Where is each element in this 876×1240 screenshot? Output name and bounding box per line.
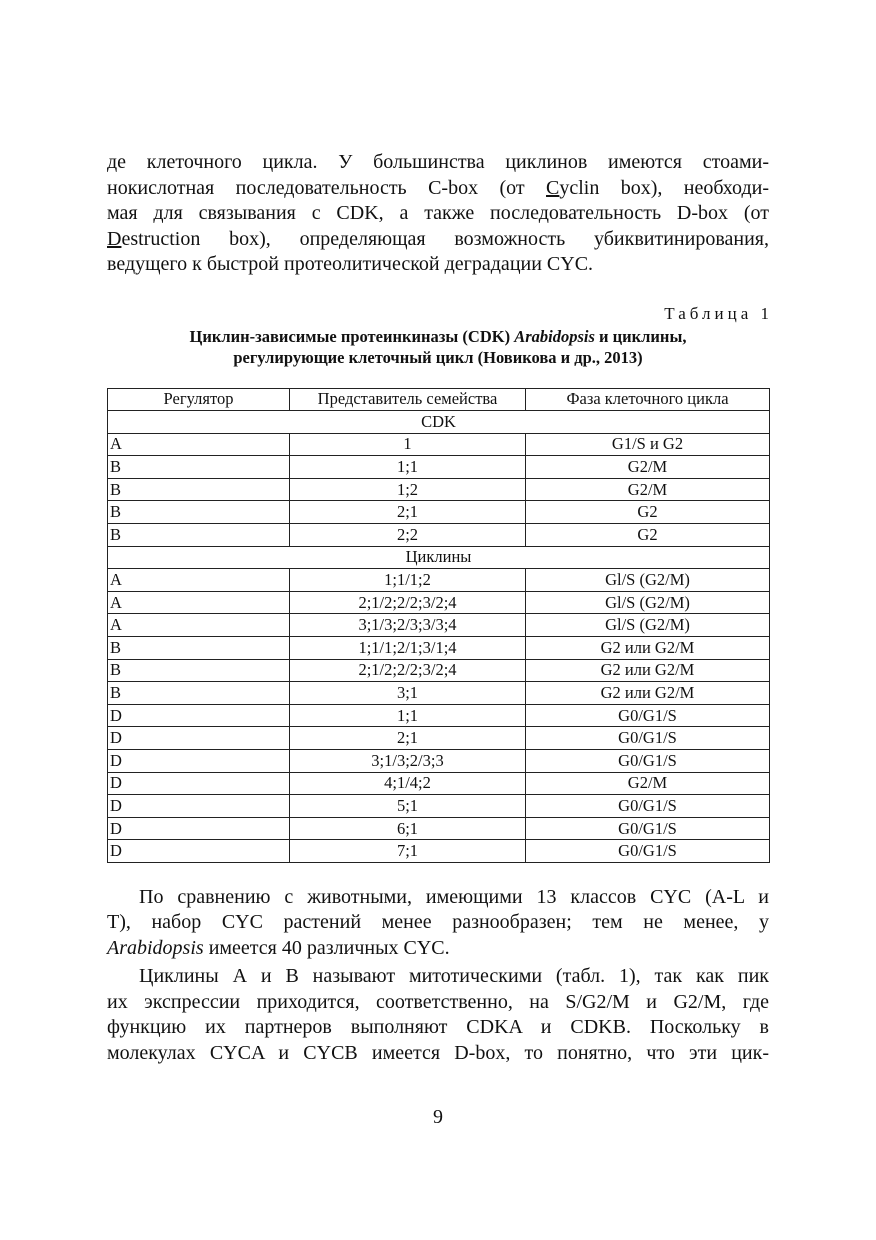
regulator-cell: D [108,704,290,727]
regulator-cell: D [108,817,290,840]
underlined-letter: D [107,227,122,250]
table-row [108,772,770,795]
table-row [108,704,770,727]
phase-cell: G0/G1/S [526,840,770,863]
regulator-cell: A [108,614,290,637]
text-line: По сравнению с животными, имеющими 13 классов CYC (A-L и [139,885,769,908]
text-line: нокислотная последовательность C-box (от Cyclin box), необходи- [107,176,769,199]
phase-cell: G2 [526,501,770,524]
phase-cell: G0/G1/S [526,727,770,750]
phase-cell: G0/G1/S [526,817,770,840]
text-line: Arabidopsis имеется 40 различных CYC. [107,936,450,959]
regulator-cell: D [108,727,290,750]
table-label: Таблица 1 [664,303,773,323]
table-row [108,659,770,682]
representative-cell: 2;1 [290,501,526,524]
table-row [108,614,770,637]
page-number: 9 [433,1106,443,1128]
table-section-row [108,546,770,569]
text-line: Destruction box), определяющая возможность убиквитинирования, [107,227,769,250]
representative-cell: 4;1/4;2 [290,772,526,795]
regulator-cell: B [108,682,290,705]
text-line: ведущего к быстрой протеолитической деградации CYC. [107,253,594,275]
regulator-cell: B [108,501,290,524]
regulator-cell: B [108,456,290,479]
representative-cell: 1;1 [290,704,526,727]
table-row [108,591,770,614]
text-line: мая для связывания с CDK, а также последовательность D-box (от [107,202,769,224]
representative-cell: 3;1/3;2/3;3 [290,750,526,773]
phase-cell: Gl/S (G2/M) [526,614,770,637]
table-row [108,682,770,705]
regulator-cell: A [108,591,290,614]
text-line: функцию их партнеров выполняют CDKA и CDKB. Поскольку в [107,1016,769,1039]
regulator-cell: B [108,637,290,660]
paragraph-comparison [107,885,769,962]
text-line: их экспрессии приходится, соответственно, на S/G2/M и G2/M, где [107,990,769,1013]
phase-cell: G2/M [526,772,770,795]
header-regulator: Регулятор [108,388,290,411]
phase-cell: G1/S и G2 [526,433,770,456]
phase-cell: G0/G1/S [526,750,770,773]
phase-cell: G2/M [526,478,770,501]
table-header-row [108,388,770,411]
text-line: молекулах CYCA и CYCB имеется D-box, то понятно, что эти цик- [107,1041,769,1064]
regulator-cell: A [108,433,290,456]
representative-cell: 1;1/1;2/1;3/1;4 [290,637,526,660]
section-heading: CDK [108,411,770,434]
phase-cell: G0/G1/S [526,795,770,818]
table-row [108,840,770,863]
text-line: де клеточного цикла. У большинства циклинов имеются стоами- [107,151,769,173]
text-line: Циклины А и В называют митотическими (табл. 1), так как пик [139,965,769,988]
underlined-letter: C [546,176,560,199]
representative-cell: 3;1 [290,682,526,705]
phase-cell: G2 или G2/M [526,682,770,705]
phase-cell: Gl/S (G2/M) [526,569,770,592]
phase-cell: G2 [526,524,770,547]
paragraph-mitotic [107,964,769,1066]
representative-cell: 2;2 [290,524,526,547]
regulator-cell: D [108,750,290,773]
header-representative: Представитель семейства [290,388,526,411]
representative-cell: 1 [290,433,526,456]
table-caption: Циклин-зависимые протеинкиназы (CDK) Arabidopsis и циклины, регулирующие клеточный цикл (Новикова и др., 2013) [189,326,687,367]
page-body [107,150,773,1066]
cdk-cyclin-table [107,388,770,863]
table-row [108,456,770,479]
representative-cell: 6;1 [290,817,526,840]
section-heading: Циклины [108,546,770,569]
regulator-cell: D [108,840,290,863]
table-row [108,433,770,456]
regulator-cell: B [108,478,290,501]
phase-cell: G2 или G2/M [526,637,770,660]
regulator-cell: A [108,569,290,592]
intro-paragraph [107,150,769,278]
regulator-cell: B [108,659,290,682]
table-row [108,795,770,818]
table-row [108,817,770,840]
representative-cell: 5;1 [290,795,526,818]
regulator-cell: D [108,772,290,795]
regulator-cell: B [108,524,290,547]
header-phase: Фаза клеточного цикла [526,388,770,411]
phase-cell: G0/G1/S [526,704,770,727]
text-line: T), набор CYC растений менее разнообразен; тем не менее, у [107,911,769,934]
regulator-cell: D [108,795,290,818]
phase-cell: G2/M [526,456,770,479]
representative-cell: 1;1/1;2 [290,569,526,592]
table-row [108,569,770,592]
representative-cell: 1;2 [290,478,526,501]
representative-cell: 3;1/3;2/3;3/3;4 [290,614,526,637]
table-section-row [108,411,770,434]
representative-cell: 2;1/2;2/2;3/2;4 [290,659,526,682]
table-row [108,637,770,660]
table-row [108,727,770,750]
table-row [108,478,770,501]
table-row [108,501,770,524]
table-row [108,750,770,773]
representative-cell: 2;1/2;2/2;3/2;4 [290,591,526,614]
representative-cell: 2;1 [290,727,526,750]
representative-cell: 7;1 [290,840,526,863]
representative-cell: 1;1 [290,456,526,479]
table-row [108,524,770,547]
phase-cell: Gl/S (G2/M) [526,591,770,614]
phase-cell: G2 или G2/M [526,659,770,682]
